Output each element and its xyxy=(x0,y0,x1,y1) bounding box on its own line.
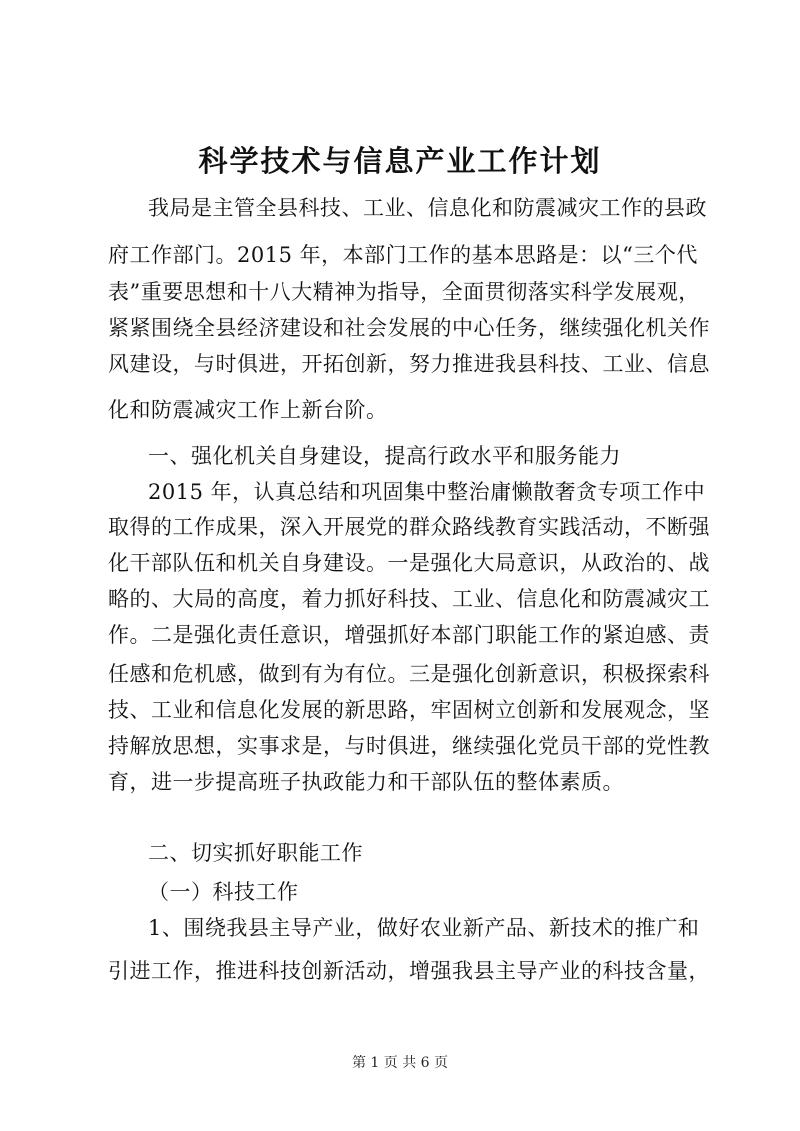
paragraph-line: 紧紧围绕全县经济建设和社会发展的中心任务，继续强化机关作 xyxy=(108,316,710,340)
paragraph-line: 化和防震减灾工作上新台阶。 xyxy=(108,398,388,422)
paragraph-line: 育，进一步提高班子执政能力和干部队伍的整体素质。 xyxy=(108,770,624,794)
paragraph-line: 取得的工作成果，深入开展党的群众路线教育实践活动，不断强 xyxy=(108,515,710,539)
section-heading: 一、强化机关自身建设，提高行政水平和服务能力 xyxy=(148,444,621,468)
paragraph-line: 2015 年，认真总结和巩固集中整治庸懒散奢贪专项工作中 xyxy=(148,480,706,504)
section-heading: 二、切实抓好职能工作 xyxy=(148,841,363,865)
document-title: 科学技术与信息产业工作计划 xyxy=(198,144,602,178)
paragraph-line: 1、围绕我县主导产业，做好农业新产品、新技术的推广和 xyxy=(148,916,700,940)
paragraph-line: 技、工业和信息化发展的新思路，牢固树立创新和发展观念，坚 xyxy=(108,698,710,722)
paragraph-line: 任感和危机感，做到有为有位。三是强化创新意识，积极探索科 xyxy=(108,662,710,686)
paragraph-line: 表”重要思想和十八大精神为指导，全面贯彻落实科学发展观， xyxy=(108,280,700,304)
paragraph-line: 化干部队伍和机关自身建设。一是强化大局意识，从政治的、战 xyxy=(108,551,710,575)
page-footer: 第 1 页 共 6 页 xyxy=(351,1055,449,1071)
paragraph-line: 风建设，与时俱进，开拓创新，努力推进我县科技、工业、信息 xyxy=(108,352,710,376)
paragraph-line: 略的、大局的高度，着力抓好科技、工业、信息化和防震减灾工 xyxy=(108,587,710,611)
paragraph-line: 作。二是强化责任意识，增强抓好本部门职能工作的紧迫感、责 xyxy=(108,623,710,647)
paragraph-line: 引进工作，推进科技创新活动，增强我县主导产业的科技含量， xyxy=(108,959,710,983)
subsection-heading: （一）科技工作 xyxy=(148,880,299,904)
paragraph-line: 持解放思想，实事求是，与时俱进，继续强化党员干部的党性教 xyxy=(108,734,710,758)
paragraph-line: 府工作部门。2015 年，本部门工作的基本思路是：以“三个代 xyxy=(108,243,698,267)
paragraph-line: 我局是主管全县科技、工业、信息化和防震减灾工作的县政 xyxy=(148,196,707,220)
